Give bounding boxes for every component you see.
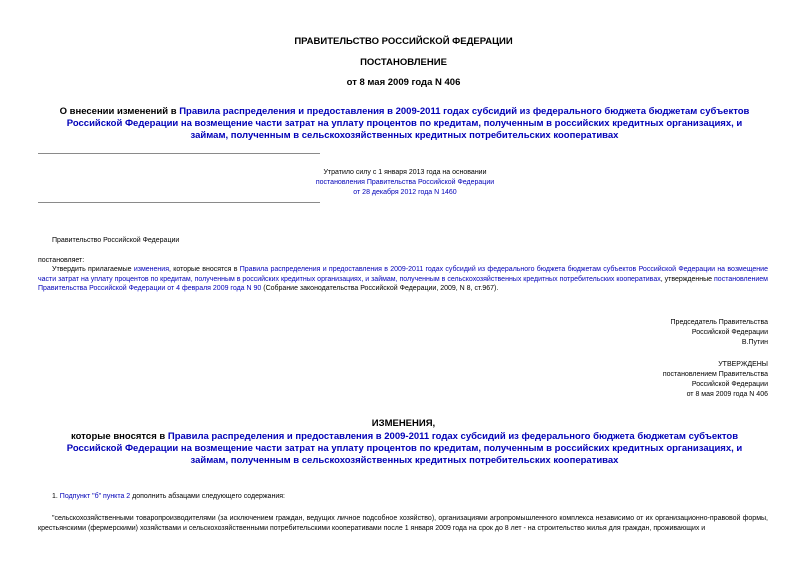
divider-top [38,153,320,154]
government-heading: ПРАВИТЕЛЬСТВО РОССИЙСКОЙ ФЕДЕРАЦИИ [294,36,513,47]
approved-line-3: Российской Федерации [691,381,768,388]
quoted-paragraph: "сельскохозяйственными товаропроизводителями (за исключением граждан, ведущих личное подсобное хозяйство), организациями агропромышленного комплекса независимо от их организационно-правовой формы, крестьянскими (фермерскими) хозяйствами и сельскохозяйственными потребительскими кооперативами после 1 января 2009 года на срок до 8 лет - на строительство жилья для граждан, проживающих и [38,515,768,532]
government-line: Правительство Российской Федерации [52,237,180,244]
signature-line-1: Председатель Правительства [670,319,768,326]
repeal-notice-line: Утратило силу с 1 января 2013 года на основании [323,169,487,176]
decrees-line: постановляет: [38,257,85,264]
changes-rules-link[interactable]: Правила распределения и предоставления в 2009-2011 годах субсидий из федерального бюджета бюджетам субъектов Российской Федерации на возмещение части затрат на уплату процентов по кредитам, полученным в российских кредитных организациях, и займам, полученным в сельскохозяйственных кредитных потребительских кооперативах [66,431,743,466]
p1-text-c: , утвержденные [660,275,715,283]
item-1-link[interactable]: Подпункт "б" пункта 2 [59,493,131,500]
approved-line-2: постановлением Правительства [662,371,768,378]
item-1-text: дополнить абзацами следующего содержания: [130,493,285,500]
repeal-notice-link-1[interactable]: постановления Правительства Российской Федерации [315,179,495,186]
p1-text-a: Утвердить прилагаемые [52,266,134,273]
approved-line-1: УТВЕРЖДЕНЫ [718,361,768,368]
p1-text-b: , которые вносятся в [169,266,240,273]
resolution-paragraph [38,265,768,294]
p1-resolution-link[interactable]: постановлением Правительства Российской Федерации от 4 февраля 2009 года N 90 [38,275,768,293]
item-1-number: 1. [52,493,60,500]
document-type: ПОСТАНОВЛЕНИЕ [360,57,447,68]
signature-line-2: Российской Федерации [691,329,768,336]
divider-bottom [38,202,320,203]
signature-name: В.Путин [741,339,768,346]
approved-line-4: от 8 мая 2009 года N 406 [686,391,768,398]
document-title [52,106,757,142]
title-prefix: О внесении изменений в [59,106,180,117]
changes-subtitle [52,431,757,467]
repeal-notice-link-2[interactable]: от 28 декабря 2012 года N 1460 [353,189,457,196]
p1-changes-link[interactable]: изменения [133,266,169,273]
changes-heading: ИЗМЕНЕНИЯ, [371,418,436,429]
changes-prefix: которые вносятся в [70,431,168,442]
p1-rules-link[interactable]: Правила распределения и предоставления в 2009-2011 годах субсидий из федерального бюджета бюджетам субъектов Российской Федерации на возмещение части затрат на уплату процентов по кредитам, полученным в российских кредитных организациях, и займам, полученным в сельскохозяйственных кредитных потребительских кооперативах [38,266,768,283]
title-rules-link[interactable]: Правила распределения и предоставления в 2009-2011 годах субсидий из федерального бюджета бюджетам субъектов Российской Федерации на возмещение части затрат на уплату процентов по кредитам, полученным в российских кредитных организациях, и займам, полученным в сельскохозяйственных кредитных потребительских кооперативах [66,106,750,141]
document-date: от 8 мая 2009 года N 406 [346,77,461,88]
item-1 [52,492,285,502]
p1-text-d: (Собрание законодательства Российской Федерации, 2009, N 8, ст.967). [261,285,499,293]
